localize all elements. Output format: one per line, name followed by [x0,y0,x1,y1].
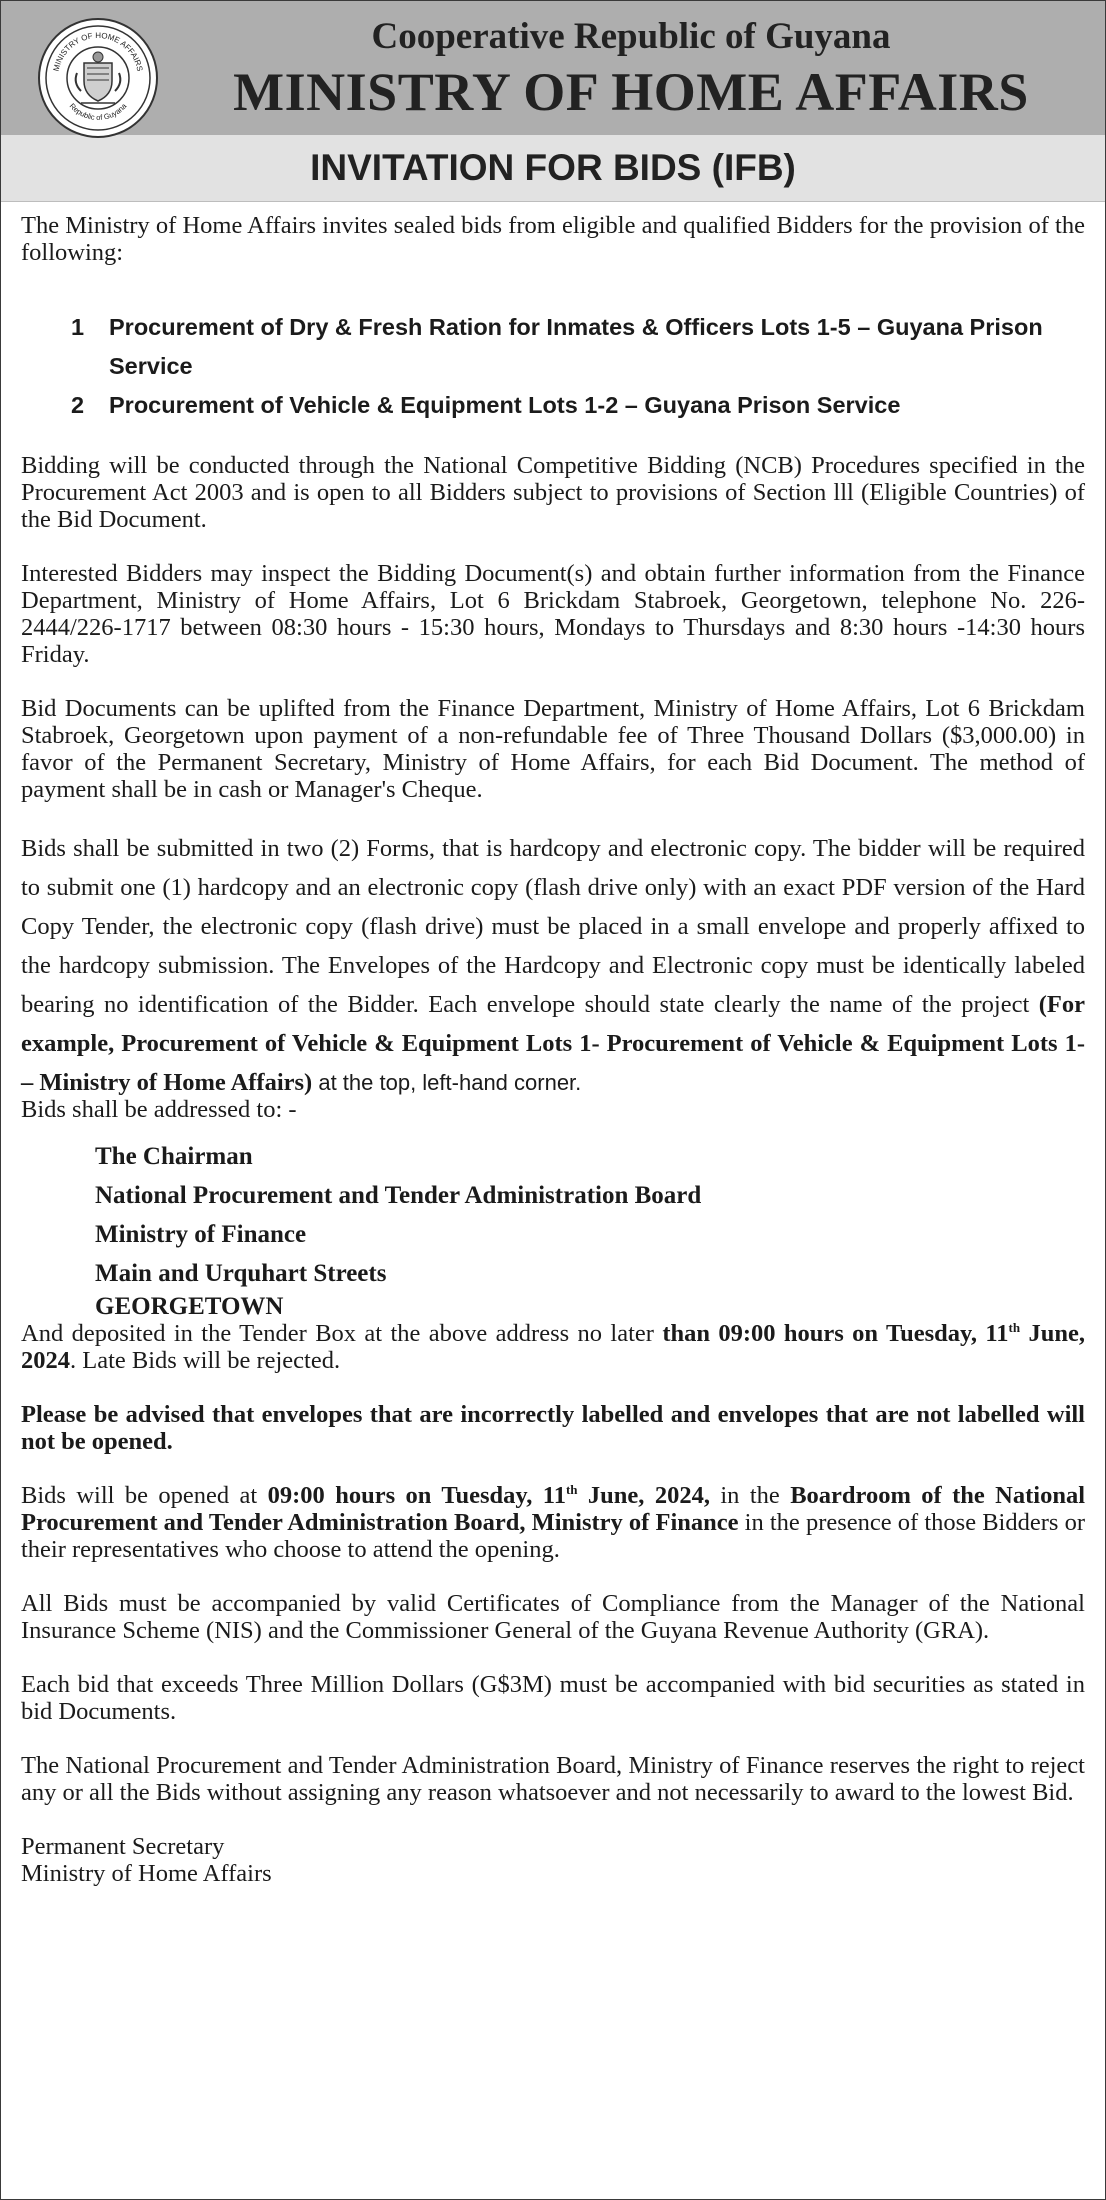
lot-item [21,308,1085,386]
lot-item [21,386,1085,425]
svg-text:MINISTRY OF HOME AFFAIRS: MINISTRY OF HOME AFFAIRS [51,30,145,73]
address-line: Ministry of Finance [95,1221,307,1248]
address-line: GEORGETOWN [95,1293,284,1320]
lot-number: 2 [71,392,85,418]
signatory-org: Ministry of Home Affairs [21,1860,272,1887]
lot-text: Procurement of Dry & Fresh Ration for Inmates & Officers Lots 1-5 – Guyana Prison Service [109,314,1043,379]
deposit-ordinal: th [1008,1319,1021,1335]
signatory-title: Permanent Secretary [21,1833,225,1860]
lot-number: 1 [71,314,85,340]
deposit-date: June, 2024 [21,1320,1085,1374]
address-line: Main and Urquhart Streets [95,1260,387,1287]
certificates-paragraph: All Bids must be accompanied by valid Certificates of Compliance from the Manager of the National Insurance Scheme (NIS) and the Commissioner General of the Guyana Revenue Authority (GRA). [21,1590,1085,1644]
lot-text: Procurement of Vehicle & Equipment Lots 1-2 – Guyana Prison Service [109,392,901,418]
submission-example: (For example, Procurement of Vehicle & Equipment Lots 1- Procurement of Vehicle & Equipment Lots 1- – Ministry of Home Affairs) [21,991,1085,1096]
opening-text: Bids will be opened at [21,1482,268,1509]
deposit-deadline: than 09:00 hours on Tuesday, 11 [662,1320,1009,1347]
opening-ordinal: th [565,1481,578,1497]
deposit-text: And deposited in the Tender Box at the above address no later [21,1320,663,1347]
address-line: The Chairman [95,1143,253,1170]
deposit-paragraph [21,1320,1085,1374]
submission-tail: at the top, left-hand corner. [312,1070,582,1095]
bid-address [95,1137,1085,1320]
ministry-name: MINISTRY OF HOME AFFAIRS [233,62,1029,122]
country-name: Cooperative Republic of Guyana [371,16,891,57]
addressed-to: Bids shall be addressed to: - [21,1096,297,1123]
reserve-paragraph: The National Procurement and Tender Administration Board, Ministry of Finance reserves the right to reject any or all the Bids without assigning any reason whatsoever and not necessarily to award to the lowest Bid. [21,1752,1085,1806]
ministry-seal-icon [37,17,159,139]
address-line: National Procurement and Tender Administration Board [95,1182,702,1209]
lot-list [21,308,1085,425]
opening-tail: in the presence of those Bidders or their representatives who choose to attend the opening. [21,1509,1085,1563]
opening-date: June, 2024, [577,1482,710,1509]
security-paragraph: Each bid that exceeds Three Million Dollars (G$3M) must be accompanied with bid securities as stated in bid Documents. [21,1671,1085,1725]
deposit-tail: . Late Bids will be rejected. [70,1347,341,1374]
header-banner [1,1,1105,135]
bidding-paragraph: Bidding will be conducted through the National Competitive Bidding (NCB) Procedures specified in the Procurement Act 2003 and is open to all Bidders subject to provisions of Section lll (Eligible Countries) of the Bid Document. [21,452,1085,533]
submission-text: Bids shall be submitted in two (2) Forms, that is hardcopy and electronic copy. The bidder will be required to submit one (1) hardcopy and an electronic copy (flash drive only) with an exact PDF version of the Hard Copy Tender, the electronic copy (flash drive) must be placed in a small envelope and properly affixed to the hardcopy submission. The Envelopes of the Hardcopy and Electronic copy must be identically labeled bearing no identification of the Bidder. Each envelope should state clearly the name of the project [21,835,1085,1018]
submission-paragraph [21,829,1085,1102]
notice-body [1,212,1105,1887]
opening-time: 09:00 hours on Tuesday, 11 [267,1482,566,1509]
intro-paragraph: The Ministry of Home Affairs invites sealed bids from eligible and qualified Bidders for the provision of the following: [21,212,1085,266]
advisory-paragraph: Please be advised that envelopes that are incorrectly labelled and envelopes that are not labelled will not be opened. [21,1401,1085,1455]
opening-venue: Boardroom of the National Procurement and Tender Administration Board, Ministry of Finance [21,1482,1085,1536]
inspection-paragraph: Interested Bidders may inspect the Bidding Document(s) and obtain further information from the Finance Department, Ministry of Home Affairs, Lot 6 Brickdam Stabroek, Georgetown, telephone No. 226-2444/226-1717 between 08:30 hours - 15:30 hours, Mondays to Thursdays and 8:30 hours -14:30 hours Friday. [21,560,1085,668]
uplift-paragraph: Bid Documents can be uplifted from the Finance Department, Ministry of Home Affairs, Lot 6 Brickdam Stabroek, Georgetown upon payment of a non-refundable fee of Three Thousand Dollars ($3,000.00) in favor of the Permanent Secretary, Ministry of Home Affairs, for each Bid Document. The method of payment shall be in cash or Manager's Cheque. [21,695,1085,803]
ifb-title: INVITATION FOR BIDS (IFB) [1,135,1105,202]
opening-paragraph [21,1482,1085,1563]
svg-text:Republic of Guyana: Republic of Guyana [67,101,129,123]
opening-mid: in the [709,1482,791,1509]
